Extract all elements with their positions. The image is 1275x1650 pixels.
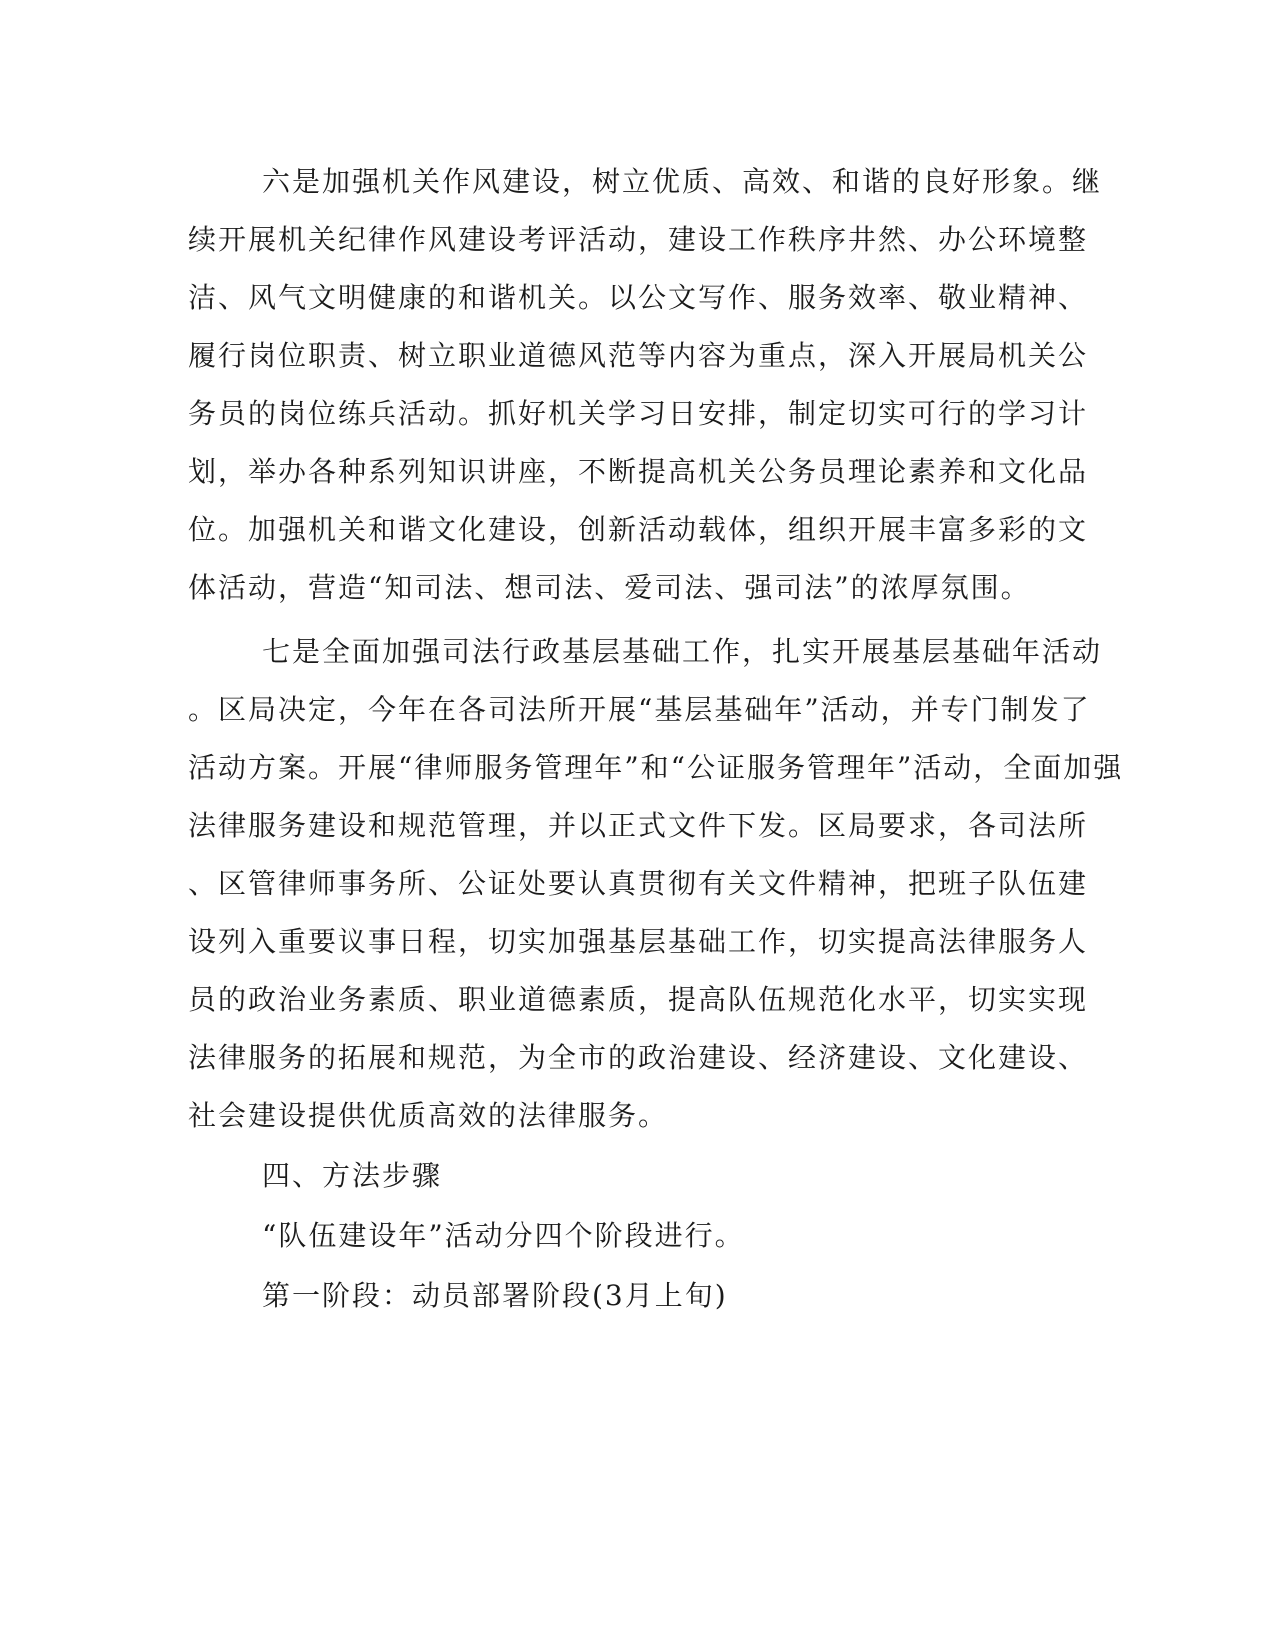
- paragraph-6-line: 洁、风气文明健康的和谐机关。以公文写作、服务效率、敬业精神、: [188, 281, 1089, 314]
- paragraph-7-line: 法律服务的拓展和规范，为全市的政治建设、经济建设、文化建设、: [188, 1041, 1089, 1074]
- paragraph-6-line: 六是加强机关作风建设，树立优质、高效、和谐的良好形象。继: [262, 165, 1103, 198]
- paragraph-7-line: 法律服务建设和规范管理，并以正式文件下发。区局要求，各司法所: [188, 809, 1089, 842]
- stage-1-line: 第一阶段：动员部署阶段(3月上旬): [262, 1279, 728, 1312]
- paragraph-6-line: 位。加强机关和谐文化建设，创新活动载体，组织开展丰富多彩的文: [188, 513, 1089, 546]
- paragraph-6-line: 续开展机关纪律作风建设考评活动，建设工作秩序井然、办公环境整: [188, 223, 1089, 256]
- paragraph-7-line: 设列入重要议事日程，切实加强基层基础工作，切实提高法律服务人: [188, 925, 1089, 958]
- paragraph-7-line: 。区局决定，今年在各司法所开展“基层基础年”活动，并专门制发了: [188, 693, 1091, 726]
- paragraph-7-line: 员的政治业务素质、职业道德素质，提高队伍规范化水平，切实实现: [188, 983, 1089, 1016]
- paragraph-6-line: 体活动，营造“知司法、想司法、爱司法、强司法”的浓厚氛围。: [188, 571, 1031, 604]
- paragraph-7-line: 活动方案。开展“律师服务管理年”和“公证服务管理年”活动，全面加强: [188, 751, 1124, 784]
- paragraph-7-line: 社会建设提供优质高效的法律服务。: [188, 1099, 669, 1132]
- paragraph-6-line: 划，举办各种系列知识讲座，不断提高机关公务员理论素养和文化品: [188, 455, 1089, 488]
- paragraph-7-line: 、区管律师事务所、公证处要认真贯彻有关文件精神，把班子队伍建: [188, 867, 1089, 900]
- section-heading: 四、方法步骤: [262, 1159, 443, 1192]
- paragraph-7-line: 七是全面加强司法行政基层基础工作，扎实开展基层基础年活动: [262, 635, 1103, 668]
- paragraph-6-line: 务员的岗位练兵活动。抓好机关学习日安排，制定切实可行的学习计: [188, 397, 1089, 430]
- intro-line: “队伍建设年”活动分四个阶段进行。: [262, 1219, 745, 1252]
- paragraph-6-line: 履行岗位职责、树立职业道德风范等内容为重点，深入开展局机关公: [188, 339, 1089, 372]
